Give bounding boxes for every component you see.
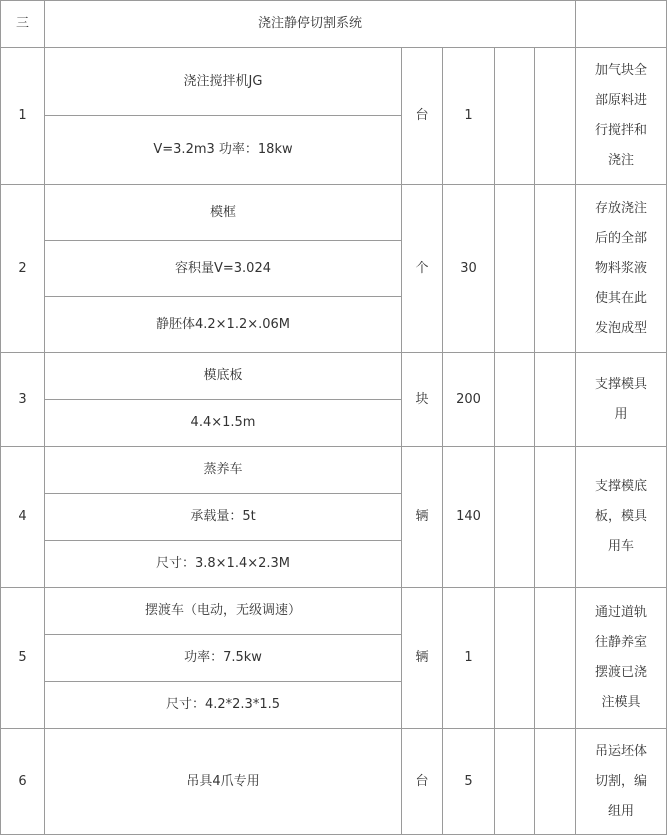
spec-line: 尺寸：4.2*2.3*1.5 bbox=[45, 682, 402, 729]
note-cell bbox=[576, 353, 667, 447]
section-title: 浇注静停切割系统 bbox=[45, 1, 576, 48]
empty-cell bbox=[535, 447, 576, 588]
spec-line: 吊具4爪专用 bbox=[45, 729, 402, 835]
empty-cell bbox=[495, 588, 535, 729]
empty-cell bbox=[495, 48, 535, 185]
note-text: 支撑模具用 bbox=[595, 376, 648, 422]
table-row bbox=[1, 48, 667, 116]
quantity-cell: 200 bbox=[443, 353, 495, 447]
empty-cell bbox=[495, 353, 535, 447]
empty-cell bbox=[535, 729, 576, 835]
section-note-cell bbox=[576, 1, 667, 48]
spec-line: V=3.2m3 功率：18kw bbox=[45, 116, 402, 185]
table-row bbox=[1, 588, 667, 635]
unit-cell: 辆 bbox=[402, 588, 443, 729]
note-cell bbox=[576, 588, 667, 729]
empty-cell bbox=[495, 185, 535, 353]
note-cell bbox=[576, 185, 667, 353]
section-header-row bbox=[1, 1, 667, 48]
quantity-cell: 5 bbox=[443, 729, 495, 835]
table-row bbox=[1, 729, 667, 835]
empty-cell bbox=[535, 588, 576, 729]
empty-cell bbox=[535, 185, 576, 353]
row-number: 5 bbox=[1, 588, 45, 729]
spec-line: 承载量：5t bbox=[45, 494, 402, 541]
spec-line: 静胚体4.2×1.2×.06M bbox=[45, 297, 402, 353]
empty-cell bbox=[535, 48, 576, 185]
table-row bbox=[1, 353, 667, 400]
spec-line: 功率：7.5kw bbox=[45, 635, 402, 682]
note-text: 吊运坯体切割，编组用 bbox=[595, 743, 648, 819]
row-number: 1 bbox=[1, 48, 45, 185]
row-number: 6 bbox=[1, 729, 45, 835]
spec-line: 模底板 bbox=[45, 353, 402, 400]
quantity-cell: 140 bbox=[443, 447, 495, 588]
spec-line: 浇注搅拌机JG bbox=[45, 48, 402, 116]
unit-cell: 辆 bbox=[402, 447, 443, 588]
spec-line: 尺寸：3.8×1.4×2.3M bbox=[45, 541, 402, 588]
row-number: 4 bbox=[1, 447, 45, 588]
unit-cell: 块 bbox=[402, 353, 443, 447]
note-text: 加气块全部原料进行搅拌和浇注 bbox=[595, 63, 648, 168]
spec-line: 4.4×1.5m bbox=[45, 400, 402, 447]
unit-cell: 台 bbox=[402, 48, 443, 185]
unit-cell: 个 bbox=[402, 185, 443, 353]
row-number: 3 bbox=[1, 353, 45, 447]
empty-cell bbox=[535, 353, 576, 447]
row-number: 2 bbox=[1, 185, 45, 353]
unit-cell: 台 bbox=[402, 729, 443, 835]
note-text: 通过道轨往静养室摆渡已浇注模具 bbox=[595, 605, 648, 710]
note-cell bbox=[576, 48, 667, 185]
quantity-cell: 30 bbox=[443, 185, 495, 353]
spec-line: 摆渡车（电动，无级调速） bbox=[45, 588, 402, 635]
note-text: 存放浇注后的全部物料浆液使其在此发泡成型 bbox=[595, 200, 648, 336]
note-cell bbox=[576, 447, 667, 588]
section-index: 三 bbox=[1, 1, 45, 48]
table-row bbox=[1, 185, 667, 241]
note-text: 支撑模底板，模具用车 bbox=[595, 479, 648, 554]
quantity-cell: 1 bbox=[443, 588, 495, 729]
spec-line: 容积量V=3.024 bbox=[45, 241, 402, 297]
spec-line: 模框 bbox=[45, 185, 402, 241]
empty-cell bbox=[495, 729, 535, 835]
quantity-cell: 1 bbox=[443, 48, 495, 185]
note-cell bbox=[576, 729, 667, 835]
spec-line: 蒸养车 bbox=[45, 447, 402, 494]
table-row bbox=[1, 447, 667, 494]
empty-cell bbox=[495, 447, 535, 588]
